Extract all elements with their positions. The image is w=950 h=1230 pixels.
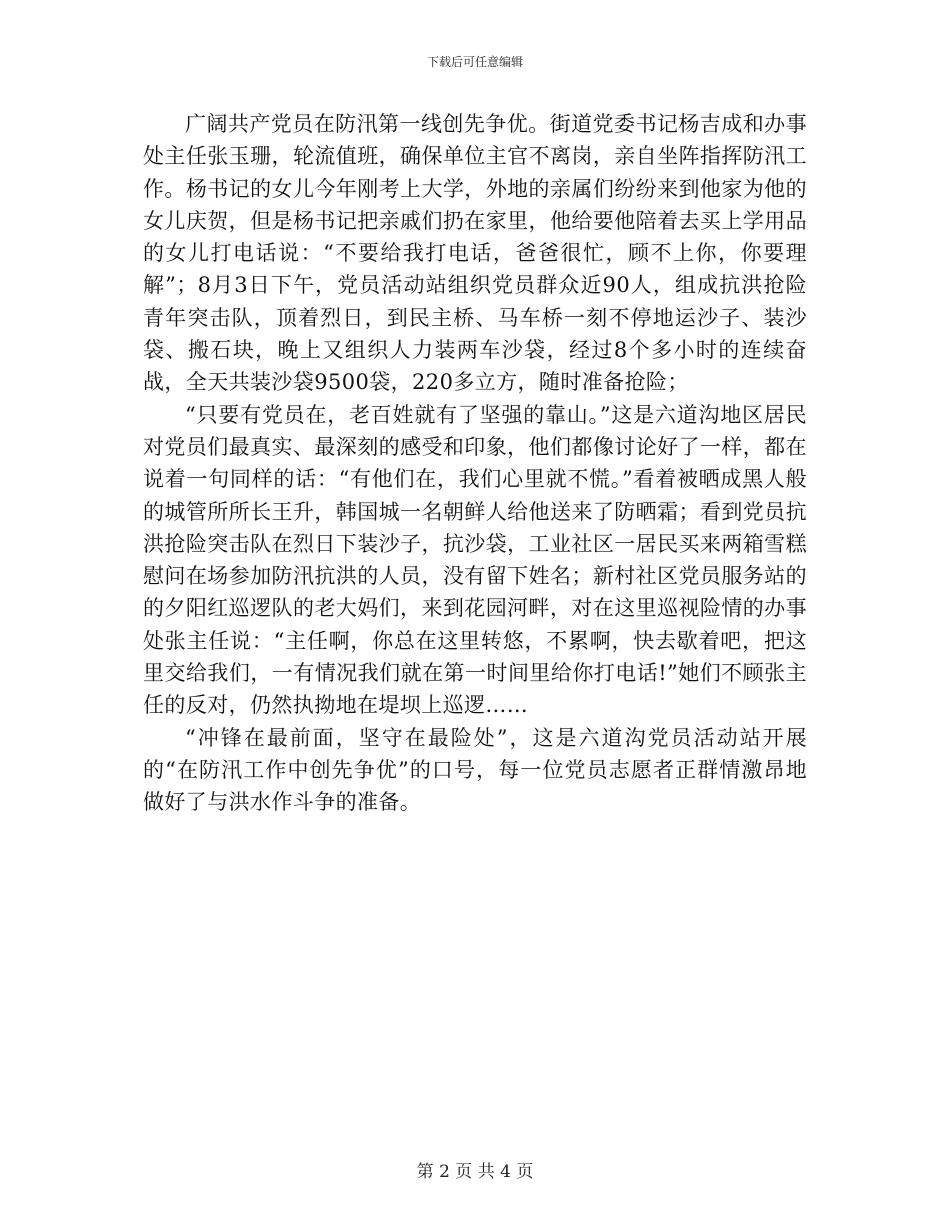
page-header: 下载后可任意编辑 [426, 55, 523, 69]
paragraph: “冲锋在最前面，坚守在最险处”，这是六道沟党员活动站开展的“在防汛工作中创先争优”的口号，每一位党员志愿者正群情激昂地做好了与洪水作斗争的准备。 [143, 725, 807, 815]
page-number: 第 2 页 共 4 页 [416, 1162, 534, 1182]
paragraph: “只要有党员在，老百姓就有了坚强的靠山。”这是六道沟地区居民对党员们最真实、最深刻的感受和印象，他们都像讨论好了一样，都在说着一句同样的话：“有他们在，我们心里就不慌。”看着被晒成黑人般的城管所所长王升，韩国城一名朝鲜人给他送来了防晒霜；看到党员抗洪抢险突击队在烈日下装沙子，抗沙袋，工业社区一居民买来两箱雪糕慰问在场参加防汛抗洪的人员，没有留下姓名；新村社区党员服务站的的夕阳红巡逻队的老大妈们，来到花园河畔，对在这里巡视险情的办事处张主任说：“主任啊，你总在这里转悠，不累啊，快去歇着吧，把这里交给我们，一有情况我们就在第一时间里给你打电话!”她们不顾张主任的反对，仍然执拗地在堤坝上巡逻…… [143, 402, 807, 718]
document-body [143, 108, 807, 819]
paragraph: 广阔共产党员在防汛第一线创先争优。街道党委书记杨吉成和办事处主任张玉珊，轮流值班，确保单位主官不离岗，亲自坐阵指挥防汛工作。杨书记的女儿今年刚考上大学，外地的亲属们纷纷来到他家为他的女儿庆贺，但是杨书记把亲戚们扔在家里，他给要他陪着去买上学用品的女儿打电话说：“不要给我打电话，爸爸很忙，顾不上你，你要理解”；8月3日下午，党员活动站组织党员群众近90人，组成抗洪抢险青年突击队，顶着烈日，到民主桥、马车桥一刻不停地运沙子、装沙袋、搬石块，晚上又组织人力装两车沙袋，经过8个多小时的连续奋战，全天共装沙袋9500袋，220多立方，随时准备抢险； [143, 112, 807, 395]
